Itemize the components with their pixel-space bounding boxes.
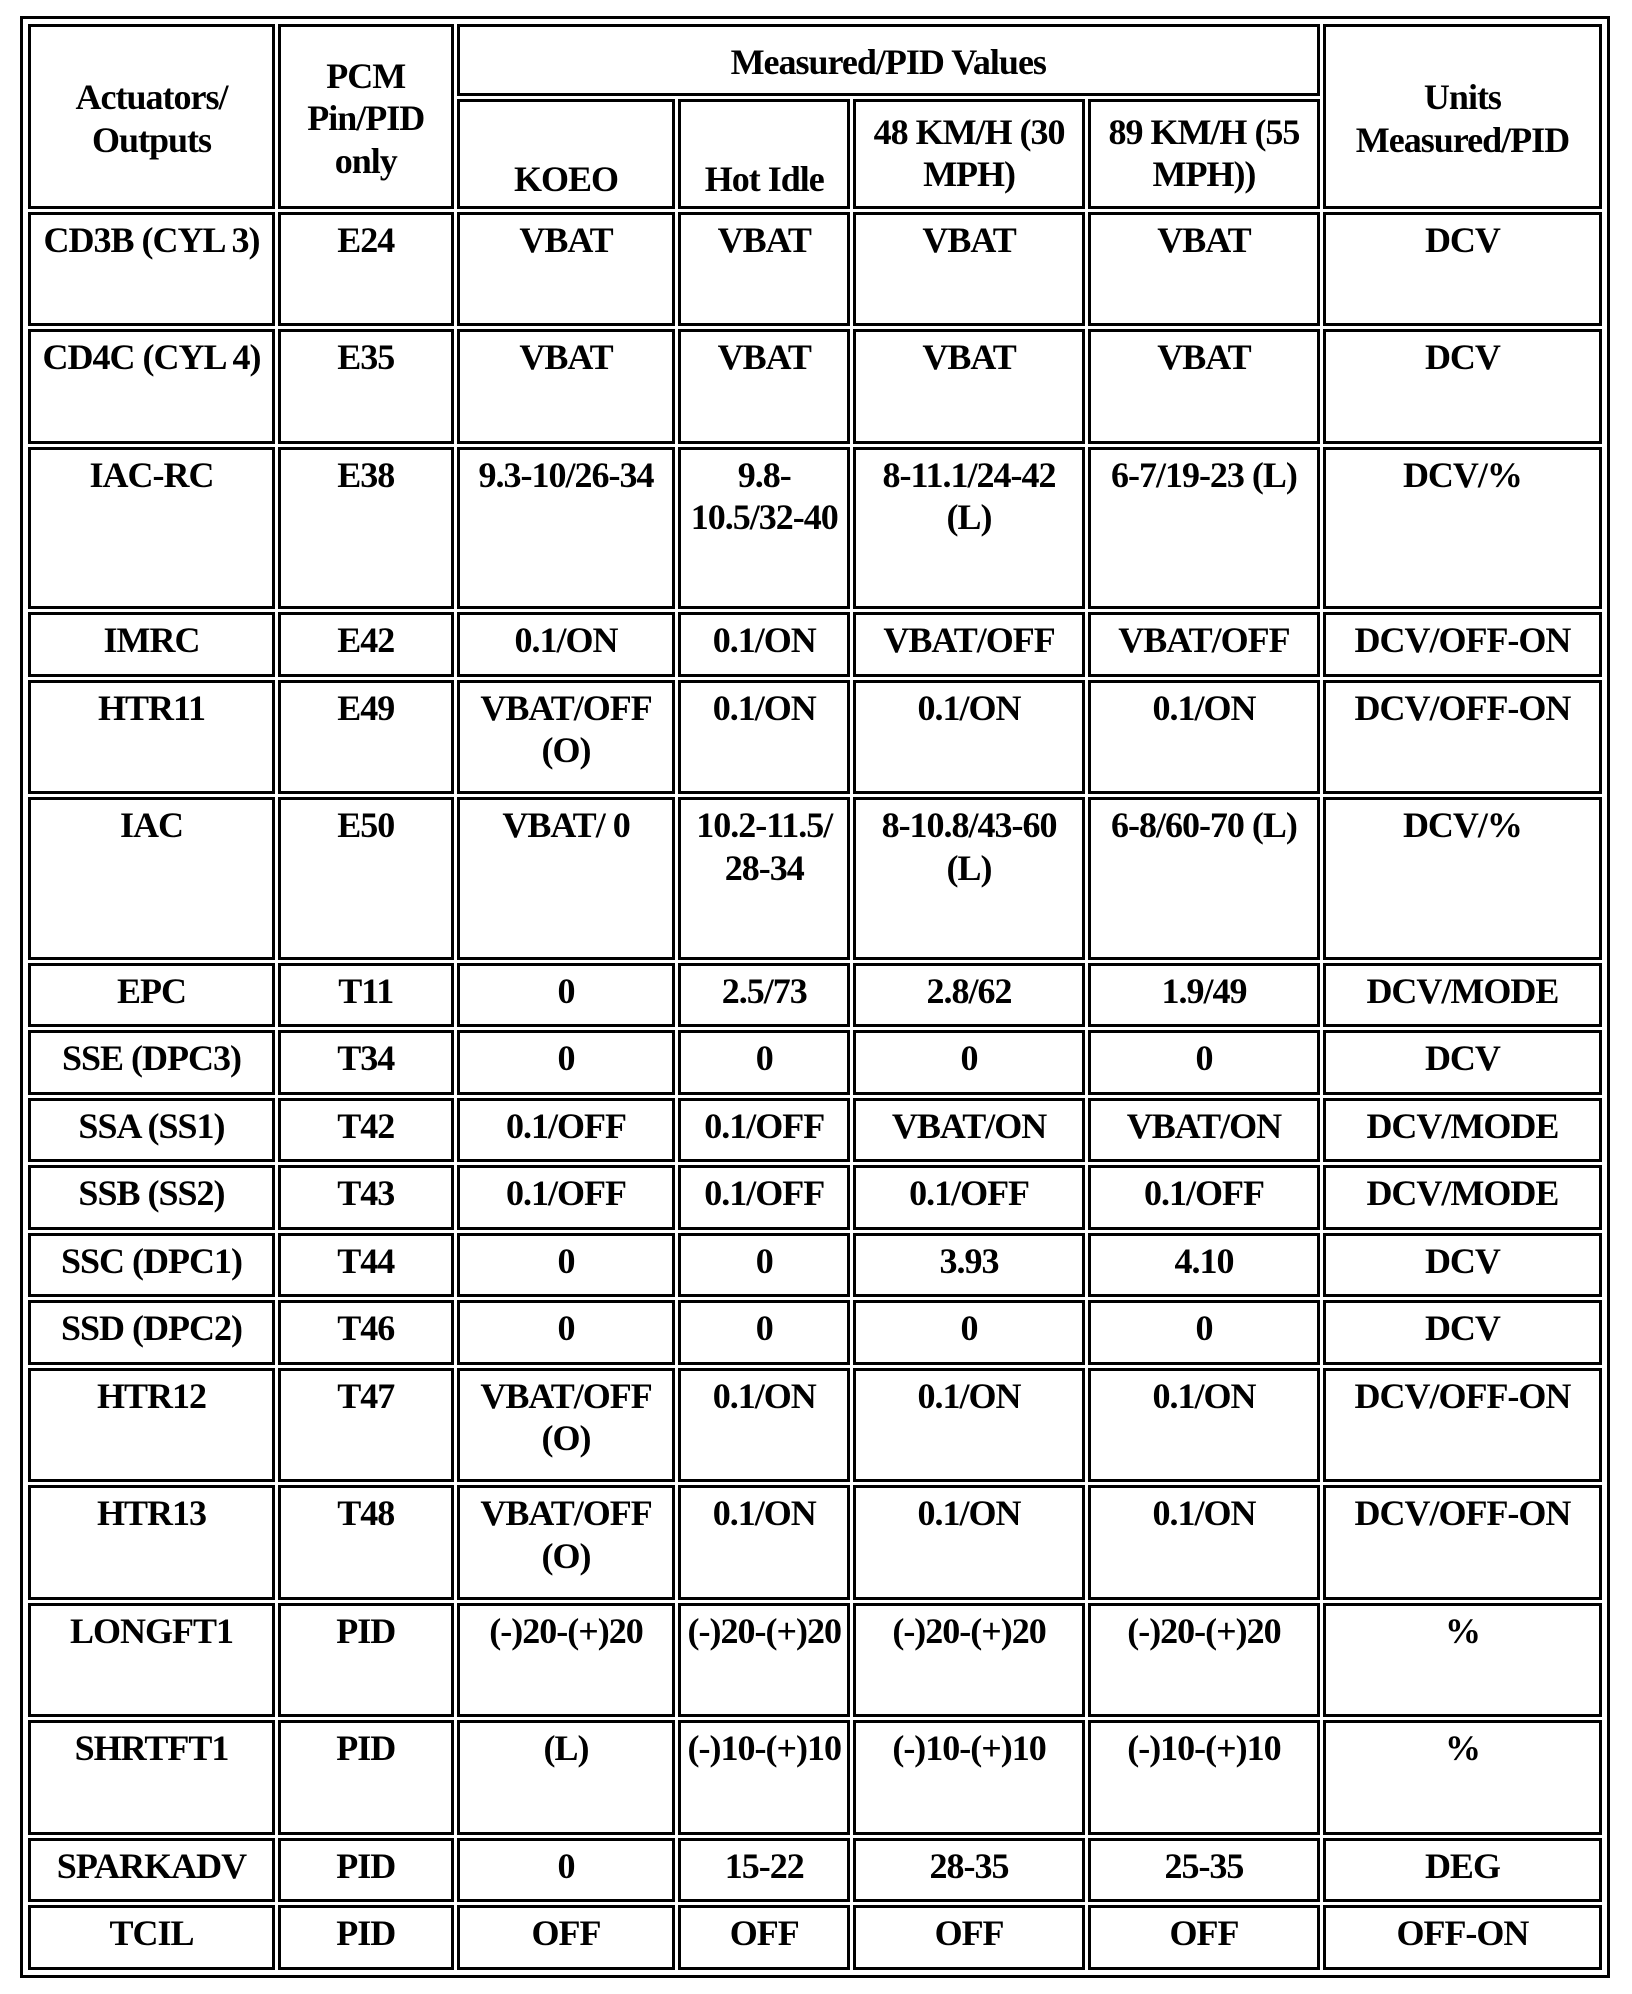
- cell-actuator: HTR12: [28, 1368, 275, 1482]
- cell-units: DCV: [1323, 1233, 1602, 1298]
- cell-actuator: EPC: [28, 963, 275, 1028]
- table-row: [28, 1165, 1602, 1230]
- cell-pin: T43: [278, 1165, 454, 1230]
- cell-89-kmh: 0: [1088, 1030, 1320, 1095]
- cell-hot-idle: 0.1/ON: [678, 1368, 850, 1482]
- cell-units: DEG: [1323, 1838, 1602, 1903]
- cell-48-kmh: 0.1/OFF: [853, 1165, 1085, 1230]
- cell-hot-idle: 0.1/OFF: [678, 1165, 850, 1230]
- header-units: Units Measured/PID: [1323, 24, 1602, 209]
- cell-actuator: SSC (DPC1): [28, 1233, 275, 1298]
- cell-units: DCV: [1323, 212, 1602, 326]
- cell-units: DCV/OFF-ON: [1323, 680, 1602, 794]
- cell-koeo: VBAT/OFF (O): [457, 680, 676, 794]
- table-row: [28, 797, 1602, 959]
- cell-actuator: HTR13: [28, 1485, 275, 1599]
- cell-koeo: VBAT/ 0: [457, 797, 676, 959]
- cell-48-kmh: 8-10.8/43-60 (L): [853, 797, 1085, 959]
- cell-89-kmh: VBAT/OFF: [1088, 612, 1320, 677]
- cell-pin: T44: [278, 1233, 454, 1298]
- table-header: [28, 24, 1602, 209]
- cell-48-kmh: 0: [853, 1030, 1085, 1095]
- cell-89-kmh: 0.1/OFF: [1088, 1165, 1320, 1230]
- cell-pin: E42: [278, 612, 454, 677]
- cell-48-kmh: 0.1/ON: [853, 1368, 1085, 1482]
- cell-89-kmh: 0.1/ON: [1088, 1485, 1320, 1599]
- cell-actuator: CD3B (CYL 3): [28, 212, 275, 326]
- cell-actuator: HTR11: [28, 680, 275, 794]
- cell-actuator: IAC-RC: [28, 447, 275, 609]
- cell-actuator: TCIL: [28, 1905, 275, 1970]
- table-row: [28, 1905, 1602, 1970]
- cell-pin: E38: [278, 447, 454, 609]
- cell-koeo: VBAT/OFF (O): [457, 1485, 676, 1599]
- cell-89-kmh: 6-7/19-23 (L): [1088, 447, 1320, 609]
- cell-hot-idle: 0.1/ON: [678, 1485, 850, 1599]
- cell-units: %: [1323, 1603, 1602, 1717]
- cell-89-kmh: 0.1/ON: [1088, 1368, 1320, 1482]
- cell-hot-idle: 0.1/ON: [678, 612, 850, 677]
- table-row: [28, 1098, 1602, 1163]
- cell-koeo: VBAT/OFF (O): [457, 1368, 676, 1482]
- cell-pin: T48: [278, 1485, 454, 1599]
- table-row: [28, 1485, 1602, 1599]
- cell-pin: T42: [278, 1098, 454, 1163]
- cell-89-kmh: OFF: [1088, 1905, 1320, 1970]
- cell-koeo: 0: [457, 1030, 676, 1095]
- header-89-kmh: 89 KM/H (55 MPH)): [1088, 99, 1320, 209]
- header-48-kmh: 48 KM/H (30 MPH): [853, 99, 1085, 209]
- cell-hot-idle: 0: [678, 1300, 850, 1365]
- cell-89-kmh: (-)20-(+)20: [1088, 1603, 1320, 1717]
- cell-48-kmh: 0.1/ON: [853, 1485, 1085, 1599]
- cell-hot-idle: VBAT: [678, 329, 850, 443]
- cell-units: DCV: [1323, 329, 1602, 443]
- cell-units: DCV/OFF-ON: [1323, 1368, 1602, 1482]
- cell-hot-idle: 10.2-11.5/ 28-34: [678, 797, 850, 959]
- cell-actuator: IAC: [28, 797, 275, 959]
- cell-hot-idle: OFF: [678, 1905, 850, 1970]
- cell-89-kmh: VBAT/ON: [1088, 1098, 1320, 1163]
- cell-pin: PID: [278, 1905, 454, 1970]
- cell-actuator: SSA (SS1): [28, 1098, 275, 1163]
- cell-pin: PID: [278, 1720, 454, 1834]
- cell-koeo: 0: [457, 1233, 676, 1298]
- cell-koeo: 0: [457, 963, 676, 1028]
- cell-actuator: SHRTFT1: [28, 1720, 275, 1834]
- cell-actuator: IMRC: [28, 612, 275, 677]
- cell-hot-idle: 2.5/73: [678, 963, 850, 1028]
- cell-hot-idle: 0.1/OFF: [678, 1098, 850, 1163]
- cell-units: DCV: [1323, 1300, 1602, 1365]
- table-row: [28, 1720, 1602, 1834]
- cell-units: %: [1323, 1720, 1602, 1834]
- cell-actuator: SSE (DPC3): [28, 1030, 275, 1095]
- cell-units: DCV/MODE: [1323, 1165, 1602, 1230]
- table-row: [28, 329, 1602, 443]
- cell-koeo: OFF: [457, 1905, 676, 1970]
- cell-89-kmh: 25-35: [1088, 1838, 1320, 1903]
- table-row: [28, 1603, 1602, 1717]
- cell-units: DCV/MODE: [1323, 963, 1602, 1028]
- table-row: [28, 963, 1602, 1028]
- cell-pin: T34: [278, 1030, 454, 1095]
- cell-48-kmh: 0.1/ON: [853, 680, 1085, 794]
- cell-48-kmh: OFF: [853, 1905, 1085, 1970]
- pid-values-table: [25, 21, 1605, 1973]
- cell-89-kmh: 1.9/49: [1088, 963, 1320, 1028]
- cell-actuator: SSB (SS2): [28, 1165, 275, 1230]
- cell-48-kmh: VBAT: [853, 329, 1085, 443]
- cell-koeo: 0.1/ON: [457, 612, 676, 677]
- table-row: [28, 1233, 1602, 1298]
- cell-units: DCV/%: [1323, 797, 1602, 959]
- cell-hot-idle: 9.8-10.5/32-40: [678, 447, 850, 609]
- table-body: [28, 212, 1602, 1970]
- cell-pin: T11: [278, 963, 454, 1028]
- cell-hot-idle: (-)10-(+)10: [678, 1720, 850, 1834]
- table-row: [28, 1838, 1602, 1903]
- cell-hot-idle: (-)20-(+)20: [678, 1603, 850, 1717]
- cell-89-kmh: VBAT: [1088, 329, 1320, 443]
- table-row: [28, 1368, 1602, 1482]
- cell-89-kmh: 6-8/60-70 (L): [1088, 797, 1320, 959]
- cell-89-kmh: 0.1/ON: [1088, 680, 1320, 794]
- cell-48-kmh: 2.8/62: [853, 963, 1085, 1028]
- cell-48-kmh: 28-35: [853, 1838, 1085, 1903]
- cell-89-kmh: 4.10: [1088, 1233, 1320, 1298]
- table-row: [28, 680, 1602, 794]
- cell-48-kmh: VBAT: [853, 212, 1085, 326]
- cell-pin: T47: [278, 1368, 454, 1482]
- cell-koeo: 9.3-10/26-34: [457, 447, 676, 609]
- cell-48-kmh: 8-11.1/24-42 (L): [853, 447, 1085, 609]
- header-row-1: [28, 24, 1602, 96]
- cell-koeo: 0.1/OFF: [457, 1165, 676, 1230]
- cell-pin: E50: [278, 797, 454, 959]
- cell-48-kmh: (-)20-(+)20: [853, 1603, 1085, 1717]
- cell-48-kmh: 0: [853, 1300, 1085, 1365]
- cell-units: OFF-ON: [1323, 1905, 1602, 1970]
- cell-koeo: (-)20-(+)20: [457, 1603, 676, 1717]
- cell-actuator: SSD (DPC2): [28, 1300, 275, 1365]
- header-measured-pid-values: Measured/PID Values: [457, 24, 1320, 96]
- cell-koeo: 0: [457, 1838, 676, 1903]
- cell-48-kmh: VBAT/OFF: [853, 612, 1085, 677]
- cell-hot-idle: 15-22: [678, 1838, 850, 1903]
- cell-koeo: 0.1/OFF: [457, 1098, 676, 1163]
- cell-89-kmh: VBAT: [1088, 212, 1320, 326]
- cell-actuator: SPARKADV: [28, 1838, 275, 1903]
- cell-pin: E49: [278, 680, 454, 794]
- cell-pin: T46: [278, 1300, 454, 1365]
- cell-units: DCV/%: [1323, 447, 1602, 609]
- header-koeo: KOEO: [457, 99, 676, 209]
- cell-pin: PID: [278, 1838, 454, 1903]
- table-row: [28, 1030, 1602, 1095]
- pid-values-table-frame: [20, 16, 1610, 1978]
- cell-koeo: VBAT: [457, 329, 676, 443]
- header-pcm-pin: PCM Pin/PID only: [278, 24, 454, 209]
- cell-89-kmh: 0: [1088, 1300, 1320, 1365]
- table-row: [28, 1300, 1602, 1365]
- table-row: [28, 447, 1602, 609]
- cell-pin: PID: [278, 1603, 454, 1717]
- cell-hot-idle: 0: [678, 1030, 850, 1095]
- header-actuators-outputs: Actuators/ Outputs: [28, 24, 275, 209]
- cell-hot-idle: 0: [678, 1233, 850, 1298]
- cell-hot-idle: 0.1/ON: [678, 680, 850, 794]
- cell-pin: E35: [278, 329, 454, 443]
- cell-89-kmh: (-)10-(+)10: [1088, 1720, 1320, 1834]
- cell-actuator: CD4C (CYL 4): [28, 329, 275, 443]
- cell-koeo: (L): [457, 1720, 676, 1834]
- cell-units: DCV/MODE: [1323, 1098, 1602, 1163]
- header-hot-idle: Hot Idle: [678, 99, 850, 209]
- cell-pin: E24: [278, 212, 454, 326]
- table-row: [28, 612, 1602, 677]
- cell-koeo: VBAT: [457, 212, 676, 326]
- table-row: [28, 212, 1602, 326]
- cell-units: DCV/OFF-ON: [1323, 612, 1602, 677]
- cell-48-kmh: VBAT/ON: [853, 1098, 1085, 1163]
- cell-units: DCV: [1323, 1030, 1602, 1095]
- cell-koeo: 0: [457, 1300, 676, 1365]
- cell-actuator: LONGFT1: [28, 1603, 275, 1717]
- cell-48-kmh: (-)10-(+)10: [853, 1720, 1085, 1834]
- cell-48-kmh: 3.93: [853, 1233, 1085, 1298]
- cell-hot-idle: VBAT: [678, 212, 850, 326]
- cell-units: DCV/OFF-ON: [1323, 1485, 1602, 1599]
